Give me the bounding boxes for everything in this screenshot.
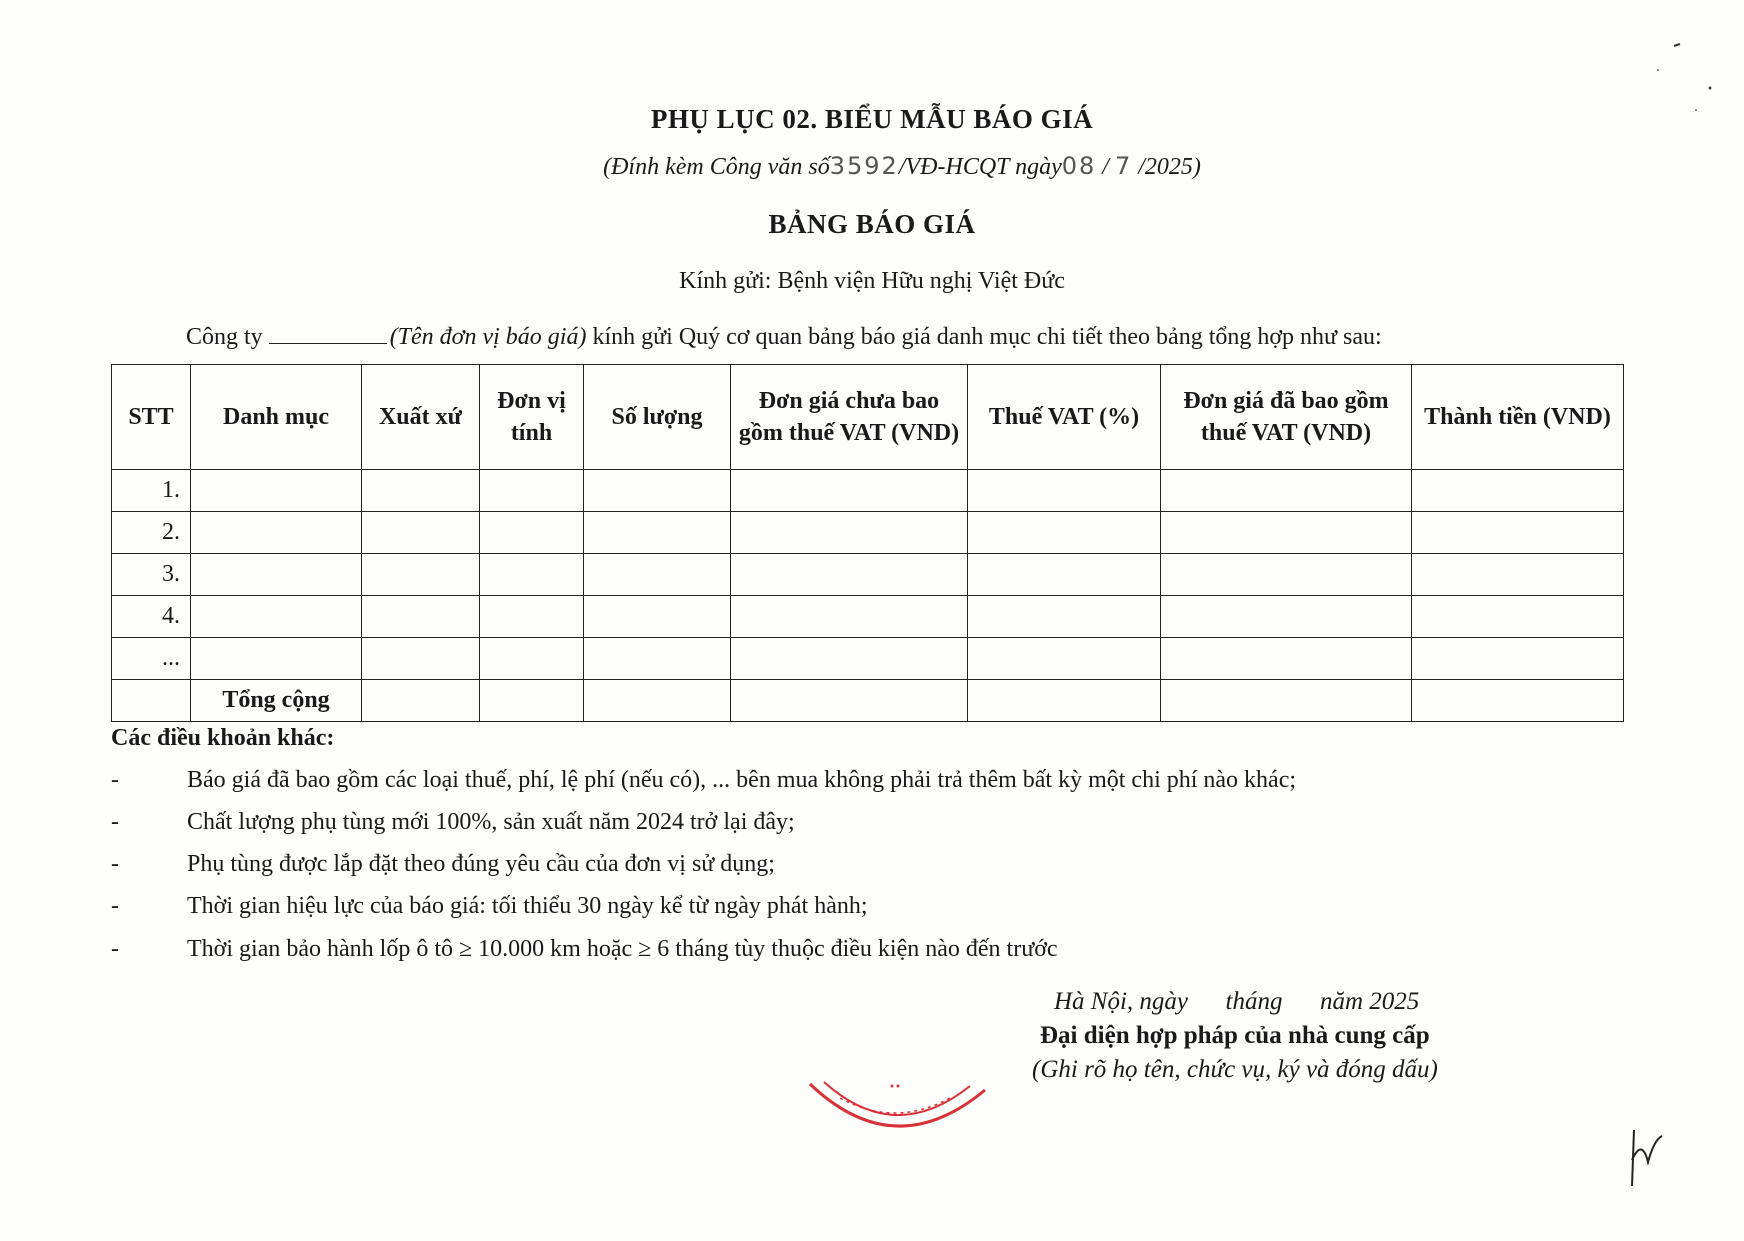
cell-price-excl [731,638,968,680]
cell-price-excl [731,554,968,596]
cell-price-incl [1161,512,1412,554]
quote-table [111,364,1624,722]
total-amount-cell [1412,680,1624,722]
cell-price-incl [1161,680,1412,722]
cell-vat [968,512,1161,554]
cell-price-incl [1161,638,1412,680]
header-price-excl-vat: Đơn giá chưa bao gồm thuế VAT (VND) [731,365,968,470]
header-unit: Đơn vị tính [480,365,584,470]
header-vat: Thuế VAT (%) [968,365,1161,470]
table-row [112,554,1624,596]
cell-quantity [584,638,731,680]
intro-company-label: Công ty [186,324,263,350]
cell-item [191,638,362,680]
term-item [111,893,868,920]
cell-unit [480,554,584,596]
term-text: Thời gian bảo hành lốp ô tô ≥ 10.000 km hoặc ≥ 6 tháng tùy thuộc điều kiện nào đến trước [187,936,1058,962]
term-text: Báo giá đã bao gồm các loại thuế, phí, lệ phí (nếu có), ... bên mua không phải trả thêm bất kỳ một chi phí nào khác; [187,767,1297,793]
handwritten-initial-icon [1628,1120,1688,1190]
stamp-mark-icon [800,1070,1000,1150]
cell-vat [968,680,1161,722]
cell-vat [968,470,1161,512]
bullet-dash: - [111,851,119,877]
table-row [112,638,1624,680]
table-row [112,470,1624,512]
term-item [111,851,775,878]
total-stt-cell [112,680,191,722]
handwritten-doc-number: 3592 [829,152,899,180]
table-header-row [112,365,1624,470]
cell-item [191,470,362,512]
row-number: 3. [112,554,191,596]
terms-heading: Các điều khoản khác: [111,725,335,751]
cell-origin [362,554,480,596]
cell-amount [1412,638,1624,680]
cell-amount [1412,512,1624,554]
signature-place-date: Hà Nội, ngày tháng năm 2025 [1054,988,1420,1015]
company-name-blank [269,323,387,344]
row-number: 4. [112,596,191,638]
term-item [111,767,1296,794]
subtitle-mid: /VĐ-HCQT ngày [898,154,1062,180]
header-quantity: Số lượng [584,365,731,470]
cell-unit [480,470,584,512]
cell-origin [362,680,480,722]
cell-unit [480,512,584,554]
cell-price-excl [731,470,968,512]
intro-company-hint: (Tên đơn vị báo giá) [389,324,587,350]
cell-vat [968,554,1161,596]
cell-vat [968,638,1161,680]
cell-item [191,512,362,554]
table-title: BẢNG BÁO GIÁ [768,209,976,239]
bullet-dash: - [111,809,119,835]
cell-quantity [584,554,731,596]
document-subtitle [30,152,1744,181]
handwritten-month: 7 [1114,152,1133,180]
term-text: Chất lượng phụ tùng mới 100%, sản xuất năm 2024 trở lại đây; [187,809,795,835]
intro-text: kính gửi Quý cơ quan bảng báo giá danh mục chi tiết theo bảng tổng hợp như sau: [586,324,1382,350]
cell-amount [1412,596,1624,638]
cell-price-incl [1161,596,1412,638]
cell-origin [362,638,480,680]
cell-origin [362,596,480,638]
row-number: 2. [112,512,191,554]
cell-quantity [584,680,731,722]
cell-price-incl [1161,554,1412,596]
term-item [111,809,795,836]
table-total-row [112,680,1624,722]
row-number: 1. [112,470,191,512]
cell-price-excl [731,680,968,722]
header-stt: STT [112,365,191,470]
cell-price-excl [731,596,968,638]
bullet-dash: - [111,767,119,793]
cell-unit [480,680,584,722]
cell-item [191,596,362,638]
recipient-line: Kính gửi: Bệnh viện Hữu nghị Việt Đức [679,268,1065,294]
cell-unit [480,596,584,638]
term-text: Thời gian hiệu lực của báo giá: tối thiểu 30 ngày kể từ ngày phát hành; [187,893,868,919]
table-row [112,512,1624,554]
document-title: PHỤ LỤC 02. BIỂU MẪU BÁO GIÁ [650,104,1094,134]
header-origin: Xuất xứ [362,365,480,470]
subtitle-prefix: (Đính kèm Công văn số [603,154,830,180]
cell-item [191,554,362,596]
total-label: Tổng cộng [191,680,362,722]
row-number: ... [112,638,191,680]
header-price-incl-vat: Đơn giá đã bao gồm thuế VAT (VND) [1161,365,1412,470]
cell-unit [480,638,584,680]
bullet-dash: - [111,893,119,919]
signature-title: Đại diện hợp pháp của nhà cung cấp [1040,1022,1430,1049]
cell-price-excl [731,512,968,554]
bullet-dash: - [111,936,119,962]
signature-note: (Ghi rõ họ tên, chức vụ, ký và đóng dấu) [1032,1056,1438,1083]
cell-origin [362,470,480,512]
cell-quantity [584,470,731,512]
cell-amount [1412,554,1624,596]
header-item: Danh mục [191,365,362,470]
cell-price-incl [1161,470,1412,512]
cell-vat [968,596,1161,638]
date-separator: / [1096,154,1115,180]
intro-paragraph [186,323,1382,351]
term-text: Phụ tùng được lắp đặt theo đúng yêu cầu của đơn vị sử dụng; [187,851,775,877]
table-row [112,596,1624,638]
header-amount: Thành tiền (VND) [1412,365,1624,470]
cell-amount [1412,470,1624,512]
term-item [111,936,1058,963]
cell-origin [362,512,480,554]
handwritten-day: 08 [1061,152,1097,180]
subtitle-suffix: /2025) [1132,154,1201,180]
cell-quantity [584,512,731,554]
cell-quantity [584,596,731,638]
